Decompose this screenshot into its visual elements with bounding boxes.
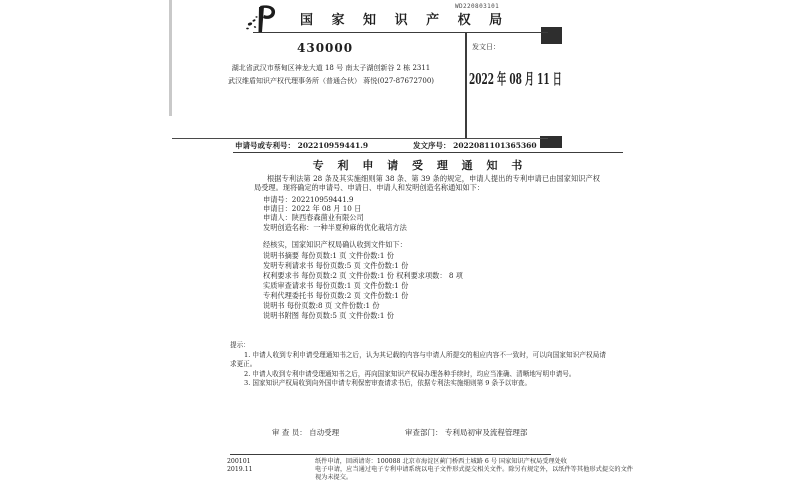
document-serial-code: WD220803101 <box>455 3 500 10</box>
field-value: 2022 年 08 月 10 日 <box>291 204 362 214</box>
field-label: 申请日： <box>263 204 292 214</box>
field-label: 申请号： <box>263 194 292 204</box>
reference-row-bottom-rule <box>233 152 623 153</box>
footer-version-code: 2019.11 <box>227 466 253 473</box>
recipient-address <box>188 62 474 87</box>
field-value: 一种半夏种麻的优化栽培方法 <box>313 222 407 232</box>
field-applicant <box>263 213 600 222</box>
document-item: 权利要求书 每份页数:2 页 文件份数:1 份 权利要求项数： 8 项 <box>263 271 463 281</box>
field-value: 陕西春森菌业有限公司 <box>291 213 364 223</box>
cnipa-logo-icon <box>243 4 279 33</box>
note-item: 3. 国家知识产权局收到向外国申请专利保密审查请求书后，依据专利法实施细则第 9 条予以审查。 <box>244 379 532 388</box>
document-item: 专利代理委托书 每份页数:2 页 文件份数:1 份 <box>263 291 409 301</box>
field-application-date <box>263 204 600 213</box>
footer-note-paper: 纸件申请，回函请寄：100088 北京市海淀区蓟门桥西土城路 6 号 国家知识产权局受理处收 <box>315 458 567 465</box>
dispatch-date: 2022 年 08 月 11 日 <box>469 70 562 88</box>
department-row <box>405 427 527 438</box>
document-item: 发明专利请求书 每份页数:5 页 文件份数:1 份 <box>263 261 409 271</box>
examiner-label: 审 查 员： <box>272 428 307 437</box>
notes-section <box>230 341 606 389</box>
field-label: 申请人： <box>263 213 292 223</box>
notice-body <box>254 174 600 321</box>
document-item: 实质审查请求书 每份页数:1 页 文件份数:1 份 <box>263 281 409 291</box>
examiner-row <box>272 427 339 438</box>
note-item: 2. 申请人收到专利申请受理通知书之后，再向国家知识产权局办理各种手续时，均应当准确、清晰地写明申请号。 <box>244 369 576 378</box>
notes-title: 提示： <box>230 341 250 349</box>
address-line: 湖北省武汉市蔡甸区神龙大道 18 号 南太子湖创新谷 2 栋 2311 <box>231 64 431 72</box>
received-documents-list <box>263 251 600 321</box>
examiner-value: 自动受理 <box>309 428 340 437</box>
postal-code: 430000 <box>297 41 354 55</box>
footer-form-code: 200101 <box>227 458 251 465</box>
page-edge-shadow <box>169 0 172 116</box>
dispatch-serial-value: 2022081101365360 <box>453 141 537 150</box>
field-value: 202210959441.9 <box>291 194 354 204</box>
department-value: 专利局初审及流程管理部 <box>444 428 528 437</box>
header-rule <box>253 32 548 33</box>
footer-note-electronic: 电子申请，应当通过电子专利申请系统以电子文件形式提交相关文件。除另有规定外，以纸件等其他形式提交的文件视为未提交。 <box>315 466 633 481</box>
agent-line: 武汉维盾知识产权代理事务所（普通合伙） 蒋悦(027-87672700) <box>227 76 435 85</box>
field-application-number <box>263 195 600 204</box>
note-item: 1. 申请人收到专利申请受理通知书之后，认为其记载的内容与申请人所提交的相应内容不一致时，可以向国家知识产权局请求更正。 <box>230 350 606 369</box>
document-item: 说明书附图 每份页数:5 页 文件份数:1 份 <box>263 311 394 321</box>
address-box-bottom-rule <box>172 138 548 139</box>
field-label: 发明创造名称： <box>263 222 314 232</box>
notice-title: 专 利 申 请 受 理 通 知 书 <box>312 159 528 172</box>
department-label: 审查部门： <box>405 428 443 437</box>
agency-title: 国 家 知 识 产 权 局 <box>300 13 510 28</box>
application-number-value: 202210959441.9 <box>297 141 369 150</box>
document-item: 说明书 每份页数:8 页 文件份数:1 份 <box>263 301 380 311</box>
field-invention-title <box>263 223 600 232</box>
application-number-row <box>235 140 368 151</box>
dispatch-date-label: 发文日： <box>472 43 500 51</box>
scan-mark <box>541 27 562 44</box>
confirmation-line: 经核实，国家知识产权局确认收到文件如下： <box>263 240 407 249</box>
application-number-label: 申请号或专利号： <box>235 141 295 150</box>
dispatch-serial-row <box>413 140 537 151</box>
application-fields <box>263 195 600 232</box>
document-item: 说明书摘要 每份页数:1 页 文件份数:1 份 <box>263 251 394 261</box>
dispatch-serial-label: 发文序号： <box>413 141 451 150</box>
intro-paragraph: 根据专利法第 28 条及其实施细则第 38 条、第 39 条的规定，申请人提出的专利申请已由国家知识产权局受理。现将确定的申请号、申请日、申请人和发明创造名称通知如下： <box>254 174 600 193</box>
footer-rule <box>230 454 551 455</box>
